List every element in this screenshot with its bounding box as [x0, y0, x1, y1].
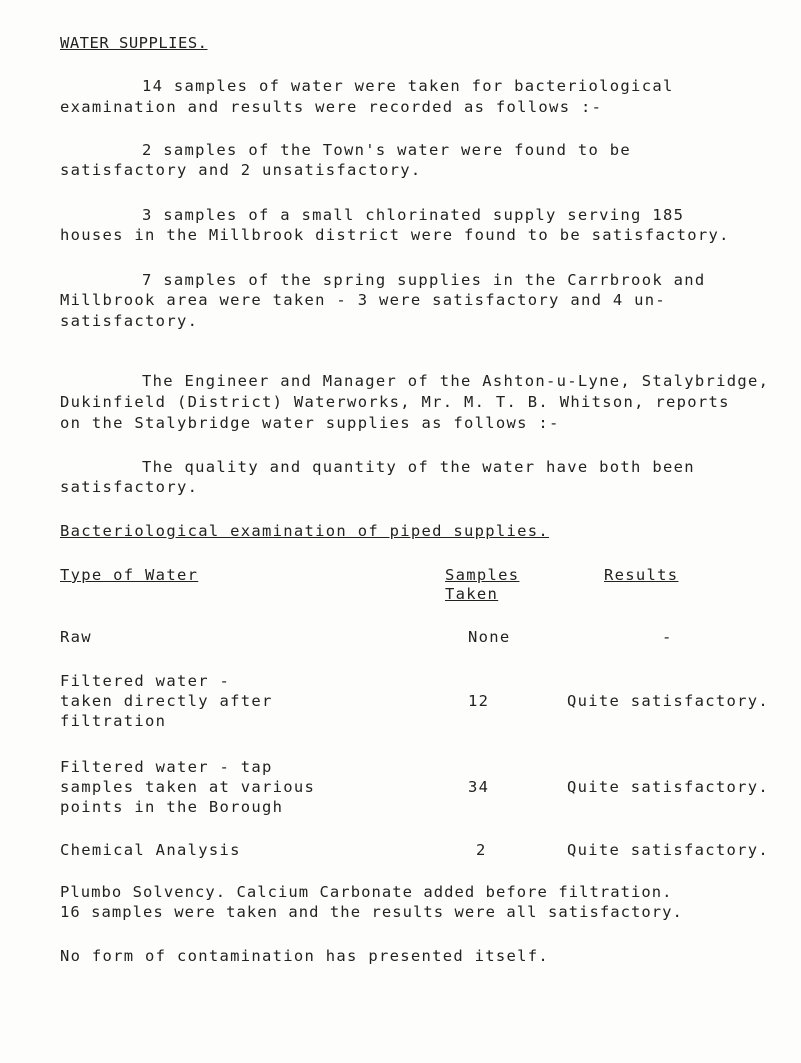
column-header-type: Type of Water — [60, 566, 199, 584]
section-title: Bacteriological examination of piped supplies. — [60, 522, 550, 540]
page-heading: WATER SUPPLIES. — [60, 34, 208, 52]
paragraph-contamination: No form of contamination has presented itself. — [60, 947, 550, 965]
column-header-samples: Samples — [445, 566, 520, 584]
column-header-taken: Taken — [445, 585, 499, 603]
column-header-results: Results — [604, 566, 679, 584]
